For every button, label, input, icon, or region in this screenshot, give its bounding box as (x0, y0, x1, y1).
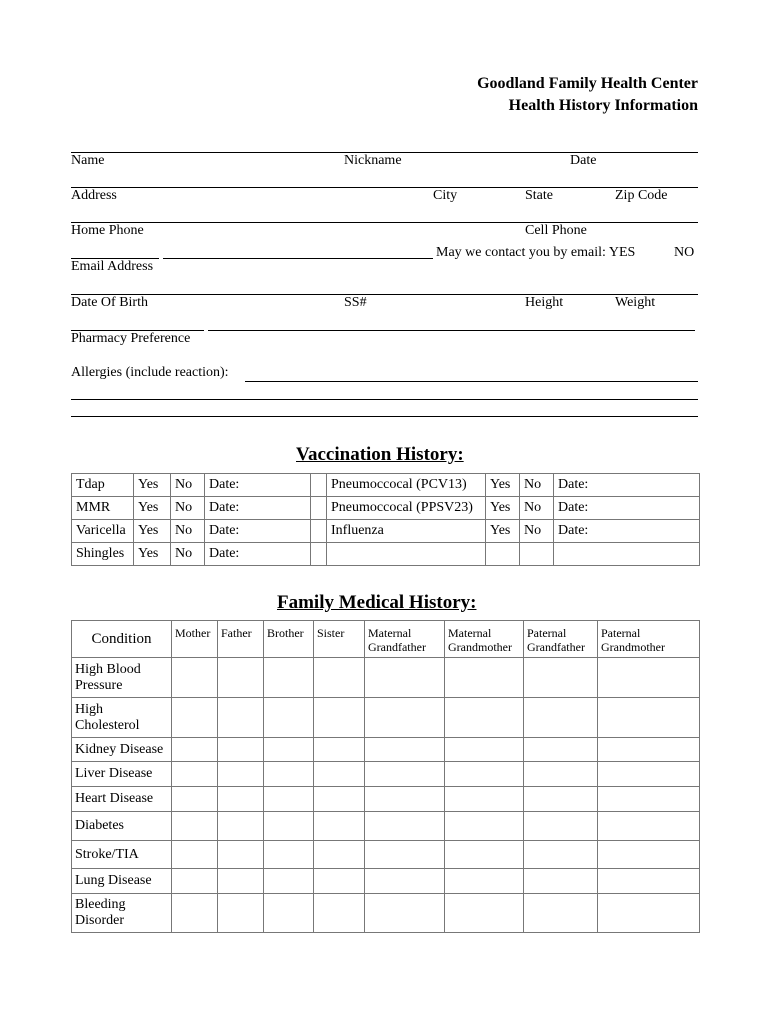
date-label: Date (570, 153, 597, 168)
condition-name: Diabetes (72, 812, 172, 841)
family-history-title: Family Medical History: (277, 592, 477, 613)
phone-line[interactable] (71, 222, 698, 223)
history-cell[interactable] (365, 698, 445, 738)
yes-option[interactable]: Yes (134, 474, 171, 497)
history-cell[interactable] (314, 762, 365, 787)
email-contact-question: May we contact you by email: YES (436, 245, 636, 260)
history-cell[interactable] (172, 787, 218, 812)
history-cell[interactable] (218, 787, 264, 812)
history-cell[interactable] (172, 841, 218, 869)
zip-label: Zip Code (615, 188, 668, 203)
column-header-father: Father (218, 621, 264, 658)
column-header-mother: Mother (172, 621, 218, 658)
vaccine-name: MMR (72, 497, 134, 520)
table-row (72, 812, 700, 841)
table-row (72, 658, 700, 698)
history-cell[interactable] (524, 738, 598, 762)
vaccine-name: Pneumoccocal (PPSV23) (327, 497, 486, 520)
history-cell[interactable] (365, 658, 445, 698)
history-cell[interactable] (365, 894, 445, 933)
email-label: Email Address (71, 259, 154, 274)
ssn-label: SS# (344, 295, 367, 310)
yes-option[interactable]: Yes (134, 543, 171, 566)
history-cell[interactable] (172, 698, 218, 738)
pharmacy-label: Pharmacy Preference (71, 331, 191, 346)
no-option[interactable]: No (171, 474, 205, 497)
date-field[interactable]: Date: (205, 520, 311, 543)
history-cell[interactable] (445, 869, 524, 894)
history-cell[interactable] (264, 698, 314, 738)
history-cell[interactable] (524, 841, 598, 869)
history-cell[interactable] (172, 762, 218, 787)
condition-name: Stroke/TIA (72, 841, 172, 869)
history-cell[interactable] (524, 869, 598, 894)
no-option[interactable]: No (520, 474, 554, 497)
allergies-line-2[interactable] (71, 399, 698, 400)
pharmacy-line-right[interactable] (208, 330, 695, 331)
no-option[interactable]: No (171, 543, 205, 566)
history-cell[interactable] (524, 894, 598, 933)
allergies-line-1[interactable] (245, 381, 698, 382)
condition-name: Liver Disease (72, 762, 172, 787)
history-cell[interactable] (264, 658, 314, 698)
history-cell[interactable] (314, 869, 365, 894)
name-label: Name (71, 153, 105, 168)
history-cell[interactable] (314, 787, 365, 812)
clinic-name: Goodland Family Health Center (477, 75, 698, 92)
condition-name: High Cholesterol (72, 698, 172, 738)
history-cell[interactable] (172, 812, 218, 841)
history-cell[interactable] (172, 658, 218, 698)
no-option[interactable]: No (171, 497, 205, 520)
spacer-cell (311, 497, 327, 520)
table-row (72, 698, 700, 738)
history-cell[interactable] (445, 738, 524, 762)
history-cell[interactable] (314, 841, 365, 869)
email-no-option[interactable]: NO (674, 245, 695, 260)
cell-phone-label: Cell Phone (525, 223, 587, 238)
city-label: City (433, 188, 458, 203)
empty-cell[interactable] (486, 543, 520, 566)
history-cell[interactable] (264, 762, 314, 787)
condition-header: Condition (72, 621, 172, 658)
vaccination-row (72, 543, 700, 566)
history-cell[interactable] (445, 698, 524, 738)
history-cell[interactable] (598, 787, 700, 812)
table-row (72, 869, 700, 894)
history-cell[interactable] (365, 869, 445, 894)
vaccine-name: Shingles (72, 543, 134, 566)
history-cell[interactable] (598, 762, 700, 787)
history-cell[interactable] (445, 894, 524, 933)
column-header-brother: Brother (264, 621, 314, 658)
history-cell[interactable] (218, 841, 264, 869)
column-header-maternal-grandfather: Maternal Grandfather (365, 621, 445, 658)
history-cell[interactable] (445, 787, 524, 812)
date-field[interactable]: Date: (205, 543, 311, 566)
vaccination-row (72, 520, 700, 543)
table-row (72, 894, 700, 933)
history-cell[interactable] (264, 738, 314, 762)
state-label: State (525, 188, 553, 203)
history-cell[interactable] (598, 894, 700, 933)
date-field[interactable]: Date: (554, 474, 700, 497)
history-cell[interactable] (445, 658, 524, 698)
yes-option[interactable]: Yes (486, 520, 520, 543)
no-option[interactable]: No (520, 520, 554, 543)
no-option[interactable]: No (520, 497, 554, 520)
history-cell[interactable] (218, 738, 264, 762)
history-cell[interactable] (445, 762, 524, 787)
history-cell[interactable] (598, 658, 700, 698)
empty-cell[interactable] (327, 543, 486, 566)
table-row (72, 738, 700, 762)
no-option[interactable]: No (171, 520, 205, 543)
table-row (72, 841, 700, 869)
vaccination-row (72, 474, 700, 497)
vaccination-title: Vaccination History: (296, 444, 464, 465)
history-cell[interactable] (445, 841, 524, 869)
address-label: Address (71, 188, 117, 203)
condition-name: High Blood Pressure (72, 658, 172, 698)
yes-option[interactable]: Yes (486, 474, 520, 497)
history-cell[interactable] (264, 812, 314, 841)
history-cell[interactable] (218, 812, 264, 841)
history-cell[interactable] (314, 812, 365, 841)
history-cell[interactable] (314, 698, 365, 738)
dob-label: Date Of Birth (71, 295, 148, 310)
history-cell[interactable] (598, 869, 700, 894)
yes-option[interactable]: Yes (134, 520, 171, 543)
vaccine-name: Varicella (72, 520, 134, 543)
family-header-row (72, 621, 700, 658)
height-label: Height (525, 295, 564, 310)
history-cell[interactable] (598, 841, 700, 869)
history-cell[interactable] (365, 812, 445, 841)
spacer-cell (311, 474, 327, 497)
vaccination-row (72, 497, 700, 520)
table-row (72, 762, 700, 787)
yes-option[interactable]: Yes (134, 497, 171, 520)
history-cell[interactable] (264, 869, 314, 894)
history-cell[interactable] (598, 738, 700, 762)
history-cell[interactable] (218, 698, 264, 738)
column-header-paternal-grandmother: Paternal Grandmother (598, 621, 700, 658)
history-cell[interactable] (218, 894, 264, 933)
history-cell[interactable] (365, 787, 445, 812)
history-cell[interactable] (172, 738, 218, 762)
history-cell[interactable] (445, 812, 524, 841)
spacer-cell (311, 543, 327, 566)
empty-cell[interactable] (520, 543, 554, 566)
history-cell[interactable] (524, 787, 598, 812)
yes-option[interactable]: Yes (486, 497, 520, 520)
form-title: Health History Information (508, 97, 698, 114)
history-cell[interactable] (264, 787, 314, 812)
history-cell[interactable] (314, 738, 365, 762)
history-cell[interactable] (264, 841, 314, 869)
date-field[interactable]: Date: (205, 474, 311, 497)
history-cell[interactable] (524, 658, 598, 698)
column-header-sister: Sister (314, 621, 365, 658)
vaccine-name: Tdap (72, 474, 134, 497)
history-cell[interactable] (172, 869, 218, 894)
family-history-table (71, 620, 700, 933)
history-cell[interactable] (365, 738, 445, 762)
history-cell[interactable] (218, 658, 264, 698)
history-cell[interactable] (218, 869, 264, 894)
date-field[interactable]: Date: (205, 497, 311, 520)
allergies-label: Allergies (include reaction): (71, 365, 229, 380)
home-phone-label: Home Phone (71, 223, 144, 238)
empty-cell[interactable] (554, 543, 700, 566)
nickname-label: Nickname (344, 153, 402, 168)
vaccination-table (71, 473, 700, 566)
history-cell[interactable] (365, 841, 445, 869)
vaccine-name: Influenza (327, 520, 486, 543)
date-field[interactable]: Date: (554, 497, 700, 520)
spacer-cell (311, 520, 327, 543)
condition-name: Heart Disease (72, 787, 172, 812)
column-header-paternal-grandfather: Paternal Grandfather (524, 621, 598, 658)
history-cell[interactable] (172, 894, 218, 933)
condition-name: Bleeding Disorder (72, 894, 172, 933)
table-row (72, 787, 700, 812)
history-cell[interactable] (218, 762, 264, 787)
column-header-maternal-grandmother: Maternal Grandmother (445, 621, 524, 658)
weight-label: Weight (615, 295, 656, 310)
date-field[interactable]: Date: (554, 520, 700, 543)
history-cell[interactable] (314, 894, 365, 933)
history-cell[interactable] (365, 762, 445, 787)
history-cell[interactable] (598, 698, 700, 738)
history-cell[interactable] (524, 762, 598, 787)
history-cell[interactable] (524, 812, 598, 841)
condition-name: Lung Disease (72, 869, 172, 894)
history-cell[interactable] (524, 698, 598, 738)
condition-name: Kidney Disease (72, 738, 172, 762)
email-line-right[interactable] (163, 258, 433, 259)
history-cell[interactable] (314, 658, 365, 698)
history-cell[interactable] (264, 894, 314, 933)
dob-line[interactable] (71, 294, 698, 295)
history-cell[interactable] (598, 812, 700, 841)
allergies-line-3[interactable] (71, 416, 698, 417)
vaccine-name: Pneumoccocal (PCV13) (327, 474, 486, 497)
address-line[interactable] (71, 187, 698, 188)
